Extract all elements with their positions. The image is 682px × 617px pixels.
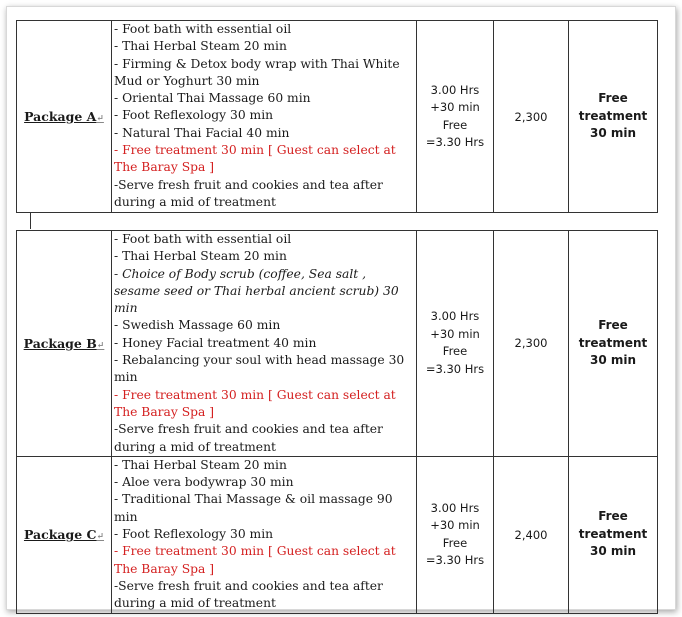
treatment-item: - Thai Herbal Steam 20 min bbox=[114, 457, 287, 472]
treatment-item: - Honey Facial treatment 40 min bbox=[114, 335, 317, 350]
bonus-line: treatment bbox=[578, 108, 648, 123]
package-bc-table bbox=[16, 230, 658, 614]
table-row bbox=[17, 456, 658, 613]
treatment-item: - Choice of Body scrub (coffee, Sea salt , sesame seed or Thai herbal ancient scrub) 30 min bbox=[114, 266, 399, 316]
package-name: Package C bbox=[23, 527, 97, 543]
duration-cell bbox=[417, 456, 494, 613]
table-row bbox=[17, 231, 658, 457]
treatment-item: - Firming & Detox body wrap with Thai White Mud or Yoghurt 30 min bbox=[114, 56, 400, 88]
duration-line: Free bbox=[442, 535, 468, 550]
treatment-item: - Foot Reflexology 30 min bbox=[114, 108, 274, 123]
treatment-item: -Serve fresh fruit and cookies and tea after during a mid of treatment bbox=[114, 578, 383, 611]
duration-line: Free bbox=[442, 117, 468, 132]
package-name: Package B bbox=[23, 335, 97, 351]
duration-cell bbox=[417, 21, 494, 213]
free-treatment-item: - Free treatment 30 min [ Guest can select at The Baray Spa ] bbox=[114, 544, 396, 576]
treatment-item: - Foot bath with essential oil bbox=[114, 232, 292, 246]
free-treatment-item: - Free treatment 30 min [ Guest can select at The Baray Spa ] bbox=[114, 143, 396, 175]
duration-line: =3.30 Hrs bbox=[425, 361, 485, 376]
duration-line: Free bbox=[442, 344, 468, 359]
package-name: Package A bbox=[24, 109, 97, 124]
free-treatment-item: - Free treatment 30 min [ Guest can select at The Baray Spa ] bbox=[114, 387, 396, 419]
treatment-item: - Rebalancing your soul with head massage 30 min bbox=[114, 353, 405, 385]
duration-line: +30 min bbox=[430, 100, 480, 114]
bonus-line: Free bbox=[598, 91, 628, 106]
bonus-line: Free bbox=[598, 509, 628, 524]
treatment-list bbox=[112, 456, 417, 613]
treatment-item: -Serve fresh fruit and cookies and tea after during a mid of treatment bbox=[114, 177, 383, 209]
treatment-item: - Foot bath with essential oil bbox=[114, 22, 292, 36]
section-break-marker bbox=[30, 212, 31, 229]
duration-line: 3.00 Hrs bbox=[430, 309, 480, 324]
package-name-cell: Package C↵ bbox=[17, 456, 112, 613]
treatment-list bbox=[112, 21, 417, 213]
package-name-cell: Package A↵ bbox=[17, 21, 112, 213]
bonus-cell bbox=[569, 456, 658, 613]
bonus-line: Free bbox=[598, 318, 628, 333]
treatment-item: - Oriental Thai Massage 60 min bbox=[114, 91, 311, 106]
duration-line: 3.00 Hrs bbox=[430, 82, 480, 97]
bonus-line: treatment bbox=[578, 335, 648, 350]
treatment-item: - Traditional Thai Massage & oil massage 90 min bbox=[114, 492, 393, 524]
price-cell: 2,400 bbox=[494, 456, 569, 613]
bonus-line: 30 min bbox=[589, 353, 637, 368]
price-cell: 2,300 bbox=[494, 21, 569, 213]
duration-line: =3.30 Hrs bbox=[425, 553, 485, 568]
duration-line: +30 min bbox=[430, 518, 480, 533]
bonus-cell bbox=[569, 231, 658, 457]
table-row bbox=[17, 21, 658, 213]
duration-line: +30 min bbox=[430, 326, 480, 341]
treatment-item: - Thai Herbal Steam 20 min bbox=[114, 249, 287, 264]
duration-line: =3.30 Hrs bbox=[425, 135, 485, 149]
treatment-item: - Aloe vera bodywrap 30 min bbox=[114, 475, 294, 490]
package-a-table bbox=[16, 20, 658, 213]
bonus-cell bbox=[569, 21, 658, 213]
price-cell: 2,300 bbox=[494, 231, 569, 457]
treatment-item: -Serve fresh fruit and cookies and tea after during a mid of treatment bbox=[114, 422, 383, 454]
treatment-item: - Swedish Massage 60 min bbox=[114, 318, 281, 333]
bonus-line: treatment bbox=[578, 526, 648, 541]
duration-line: 3.00 Hrs bbox=[430, 500, 480, 515]
treatment-item: - Thai Herbal Steam 20 min bbox=[114, 39, 287, 54]
package-name-cell: Package B↵ bbox=[17, 231, 112, 457]
bonus-line: 30 min bbox=[589, 544, 637, 559]
treatment-item: - Foot Reflexology 30 min bbox=[114, 527, 274, 542]
bonus-line: 30 min bbox=[589, 126, 637, 141]
duration-cell bbox=[417, 231, 494, 457]
treatment-list bbox=[112, 231, 417, 457]
treatment-item: - Natural Thai Facial 40 min bbox=[114, 125, 290, 140]
